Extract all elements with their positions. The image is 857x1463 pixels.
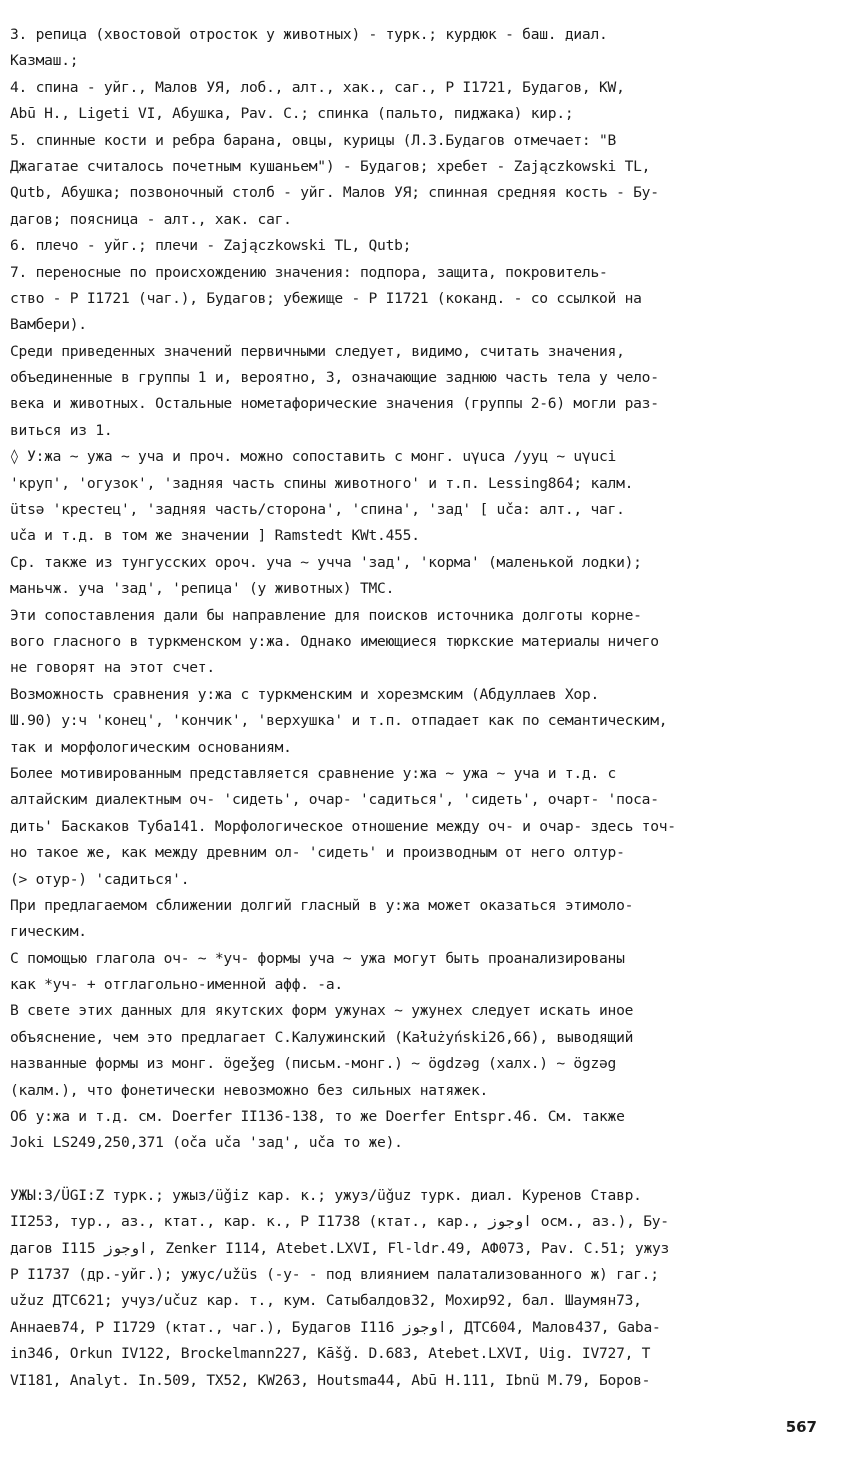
text-line: Среди приведенных значений первичными следует, видимо, считать значения,: [10, 342, 625, 360]
text-line: дить' Баскаков Туба141. Морфологическое отношение между оч- и очар- здесь точ-: [10, 817, 676, 835]
text-line: маньчж. уча 'зад', 'репица' (у животных) ТМС.: [10, 580, 395, 598]
text-line: УЖЫ:З/ÜGI:Z турк.; ужыз/üǧiz кар. к.; ужуз/üǧuz турк. диал. Куренов Ставр.: [10, 1186, 642, 1204]
text-line: Ш.90) у:ч 'конец', 'кончик', 'верхушка' и т.п. отпадает как по семантическим,: [10, 712, 668, 730]
text-line: Joki LS249,250,371 (oča uča 'зад', uča то же).: [10, 1134, 403, 1152]
text-line: В свете этих данных для якутских форм ужунах ~ ужунех следует искать иное: [10, 1002, 634, 1020]
text-line: uča и т.д. в том же значении ] Ramstedt KWt.455.: [10, 527, 420, 545]
text-line: 7. переносные по происхождению значения: подпора, защита, покровитель-: [10, 263, 608, 281]
text-line: Qutb, Абушка; позвоночный столб - уйг. Малов УЯ; спинная средняя кость - Бу-: [10, 184, 659, 202]
text-line: как *уч- + отглагольно-именной афф. -а.: [10, 976, 343, 994]
text-line: II253, тур., аз., ктат., кар. к., Р I1738 (ктат., кар., اوجوز осм., аз.), Бу-: [10, 1213, 669, 1231]
text-line: VI181, Analyt. In.509, TX52, KW263, Houtsma44, Abū H.111, Ibnü M.79, Боров-: [10, 1371, 651, 1389]
text-line: Казмаш.;: [10, 52, 79, 70]
text-line: užuz ДТС621; учуз/učuz кар. т., кум. Сатыбалдов32, Мохир92, бал. Шаумян73,: [10, 1292, 642, 1310]
text-line: (> отур-) 'садиться'.: [10, 870, 190, 888]
text-line: названные формы из монг. ögeǯeg (письм.-монг.) ~ ögdzəg (халх.) ~ ögzəg: [10, 1055, 617, 1073]
blank-line: [10, 1157, 840, 1183]
text-line: дагов; поясница - алт., хак. саг.: [10, 210, 292, 228]
text-line: Эти сопоставления дали бы направление для поисков источника долготы корне-: [10, 606, 642, 624]
page-number: 567: [785, 1418, 817, 1436]
text-line: Вамбери).: [10, 316, 87, 334]
text-line: объединенные в группы 1 и, вероятно, 3, означающие заднюю часть тела у чело-: [10, 369, 659, 387]
text-line: алтайским диалектным оч- 'сидеть', очар- 'садиться', 'сидеть', очарт- 'поса-: [10, 791, 659, 809]
text-line: Об у:жа и т.д. см. Doerfer II136-138, то же Doerfer Entspr.46. См. также: [10, 1108, 625, 1126]
text-line: Р I1737 (др.-уйг.); ужус/užüs (-у- - под влиянием палатализованного ж) гаг.;: [10, 1265, 659, 1283]
text-line: дагов I115 اوجوز, Zenker I114, Atebet.LXVI, Fl-ldr.49, АФ073, Pav. C.51; ужуз: [10, 1239, 670, 1257]
text-line: вого гласного в туркменском у:жа. Однако имеющиеся тюркские материалы ничего: [10, 632, 659, 650]
text-line: 3. репица (хвостовой отросток у животных) - турк.; курдюк - баш. диал.: [10, 26, 608, 43]
text-line: гическим.: [10, 923, 87, 941]
text-line: века и животных. Остальные нометафорические значения (группы 2-6) могли раз-: [10, 395, 659, 413]
text-line: Ср. также из тунгусских ороч. уча ~ учча 'зад', 'корма' (маленькой лодки);: [10, 553, 642, 571]
text-line: При предлагаемом сближении долгий гласный в у:жа может оказаться этимоло-: [10, 896, 634, 914]
text-line: 'круп', 'огузок', 'задняя часть спины животного' и т.п. Lessing864; калм.: [10, 474, 634, 492]
text-line: виться из 1.: [10, 421, 113, 439]
text-line: 6. плечо - уйг.; плечи - Zajączkowski TL, Qutb;: [10, 237, 412, 255]
text-line: но такое же, как между древним ол- 'сидеть' и производным от него олтур-: [10, 844, 625, 862]
text-line: Джагатае считалось почетным кушаньем") - Будагов; хребет - Zajączkowski TL,: [10, 157, 651, 175]
text-line: ство - Р I1721 (чаг.), Будагов; убежище - Р I1721 (коканд. - со ссылкой на: [10, 289, 642, 307]
text-line: (калм.), что фонетически невозможно без сильных натяжек.: [10, 1081, 489, 1099]
text-line: ◊ У:жа ~ ужа ~ уча и проч. можно сопоставить с монг. uγuca /ууц ~ uγuci: [10, 448, 617, 466]
text-line: С помощью глагола оч- ~ *уч- формы уча ~ ужа могут быть проанализированы: [10, 949, 625, 967]
text-line: не говорят на этот счет.: [10, 659, 215, 677]
text-line: Аннаев74, Р I1729 (ктат., чаг.), Будагов I116 اوجوز, ДТС604, Малов437, Gaba-: [10, 1318, 661, 1336]
text-line: in346, Orkun IV122, Brockelmann227, Kāšǧ. D.683, Atebet.LXVI, Uig. IV727, T: [10, 1345, 651, 1363]
page-text: [10, 22, 840, 1394]
text-line: 4. спина - уйг., Малов УЯ, лоб., алт., хак., саг., Р I1721, Будагов, KW,: [10, 78, 625, 96]
text-line: ütsə 'крестец', 'задняя часть/сторона', 'спина', 'зад' [ uča: алт., чаг.: [10, 501, 625, 519]
text-line: так и морфологическим основаниям.: [10, 738, 292, 756]
text-line: объяснение, чем это предлагает С.Калужинский (Kałużyński26,66), выводящий: [10, 1028, 634, 1046]
text-line: Более мотивированным представляется сравнение у:жа ~ ужа ~ уча и т.д. с: [10, 764, 617, 782]
text-line: Возможность сравнения у:жа с туркменским и хорезмским (Абдуллаев Хор.: [10, 685, 599, 703]
text-line: 5. спинные кости и ребра барана, овцы, курицы (Л.З.Будагов отмечает: "В: [10, 131, 617, 149]
text-line: Abū H., Ligeti VI, Абушка, Pav. C.; спинка (пальто, пиджака) кир.;: [10, 105, 574, 123]
